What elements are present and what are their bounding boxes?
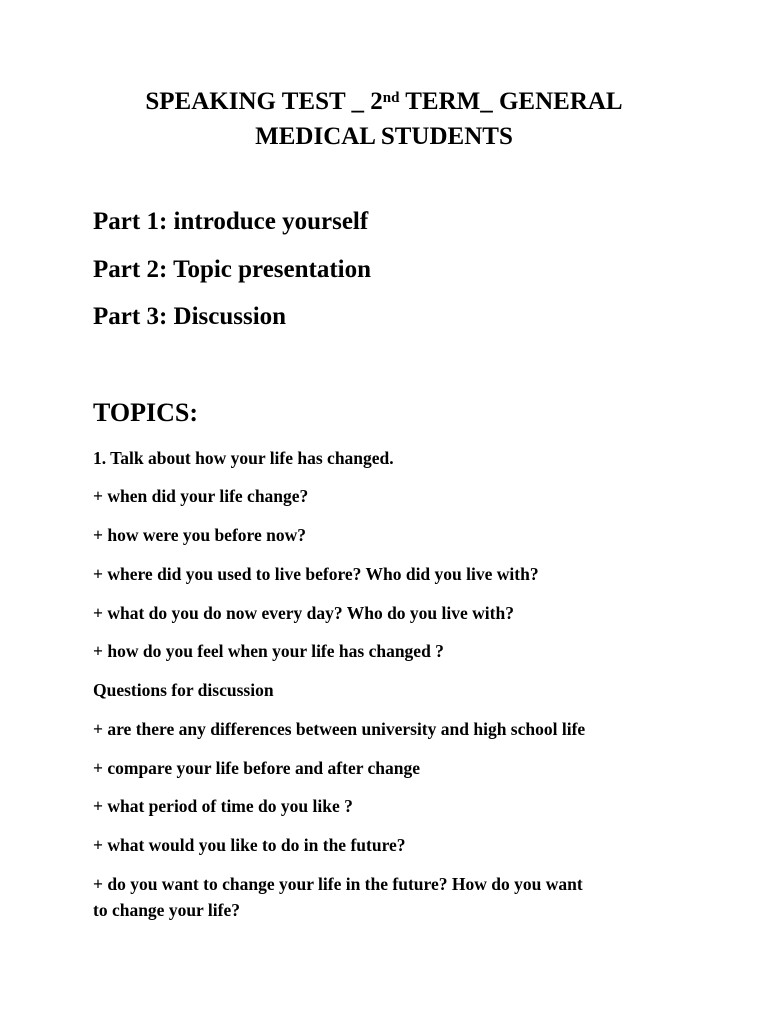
discussion-question: + what period of time do you like ? xyxy=(93,796,353,816)
topic-prompt: + how were you before now? xyxy=(93,525,306,545)
discussion-heading: Questions for discussion xyxy=(93,680,274,700)
title-line1-post: TERM_ GENERAL xyxy=(399,88,623,115)
topic-prompt: + when did your life change? xyxy=(93,486,309,506)
discussion-question: + do you want to change your life in the future? How do you want xyxy=(93,874,583,894)
topic-1-heading: 1. Talk about how your life has changed. xyxy=(93,448,394,468)
topic-prompt: + how do you feel when your life has changed ? xyxy=(93,641,444,661)
discussion-question: + compare your life before and after change xyxy=(93,758,421,778)
title-line1-pre: SPEAKING TEST _ 2 xyxy=(145,88,383,115)
part-3-label: Part 3: Discussion xyxy=(93,303,287,330)
topics-heading: TOPICS: xyxy=(93,398,198,427)
document-title-line2: MEDICAL STUDENTS xyxy=(255,123,513,150)
document-title-line1 xyxy=(0,87,768,117)
topic-prompt: + what do you do now every day? Who do you live with? xyxy=(93,603,514,623)
discussion-question-continued: to change your life? xyxy=(93,900,240,920)
discussion-question: + what would you like to do in the future? xyxy=(93,835,406,855)
title-line1-superscript: nd xyxy=(382,90,400,106)
part-1-label: Part 1: introduce yourself xyxy=(93,208,369,235)
discussion-question: + are there any differences between university and high school life xyxy=(93,719,586,739)
topic-prompt: + where did you used to live before? Who did you live with? xyxy=(93,564,539,584)
part-2-label: Part 2: Topic presentation xyxy=(93,256,372,283)
